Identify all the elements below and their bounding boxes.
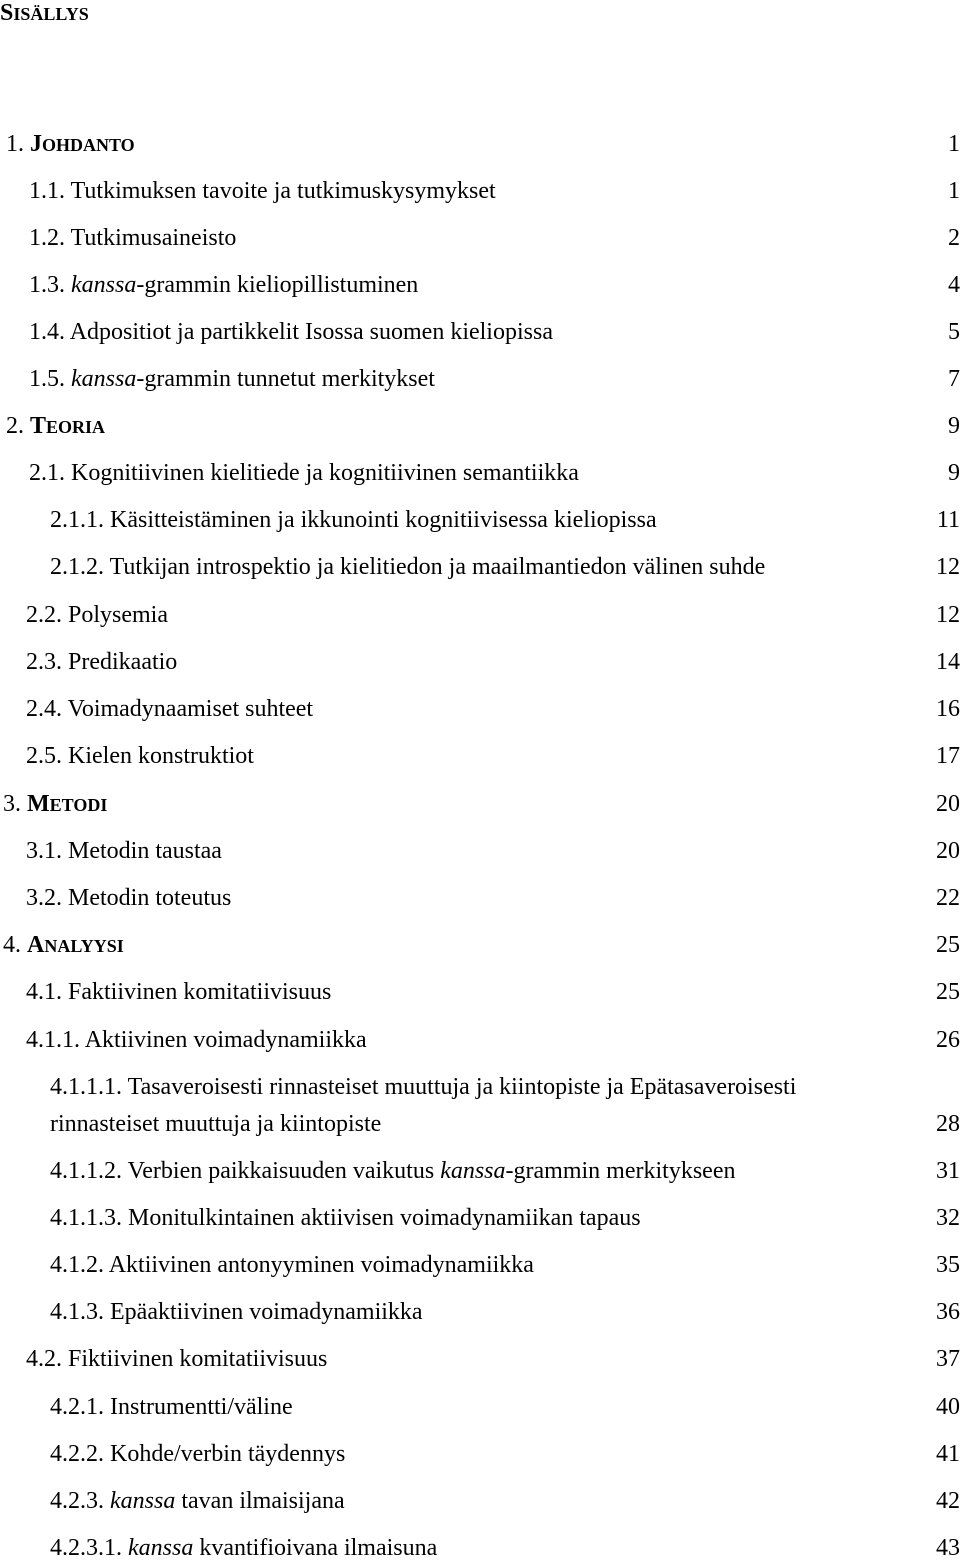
toc-entry-number: 1.1.: [29, 178, 65, 204]
toc-entry-title-rest: -grammin kieliopillistuminen: [136, 272, 419, 298]
toc-entry-title-initial: A: [27, 932, 45, 958]
toc-entry-title: Aktiivinen voimadynamiikka: [84, 1027, 367, 1053]
toc-entry-title-italic: kanssa: [440, 1158, 506, 1184]
toc-entry-page: 5: [948, 319, 960, 345]
toc-entry-number: 4.1.3.: [50, 1299, 104, 1325]
toc-entry-number: 4.2.: [26, 1346, 62, 1372]
toc-entry-title: Epäaktiivinen voimadynamiikka: [110, 1299, 423, 1325]
toc-entry-number: 4.1.2.: [50, 1252, 104, 1278]
toc-entry-number: 4.1.1.: [26, 1027, 80, 1053]
toc-entry-title: Fiktiivinen komitatiivisuus: [68, 1346, 328, 1372]
toc-entry-page: 9: [948, 413, 960, 439]
toc-entry-title-italic: kanssa: [71, 366, 137, 392]
toc-entry-number: 3.2.: [26, 885, 62, 911]
toc-entry-title-rest: -grammin merkitykseen: [505, 1158, 736, 1184]
toc-entry-page: 28: [936, 1111, 960, 1137]
toc-entry-page: 1: [948, 131, 960, 157]
toc-entry-number: 4.1.1.3.: [50, 1205, 122, 1231]
document-title: [0, 0, 89, 28]
toc-entry-title-initial: J: [30, 131, 42, 157]
toc-entry-page: 4: [948, 272, 960, 298]
toc-entry-page: 7: [948, 366, 960, 392]
toc-entry-title: Monitulkintainen aktiivisen voimadynamiikan tapaus: [128, 1205, 641, 1231]
toc-entry-page: 25: [936, 979, 960, 1005]
toc-entry-title: Instrumentti/väline: [110, 1394, 293, 1420]
toc-entry-number: 1.4.: [29, 319, 65, 345]
toc-entry-page: 31: [936, 1158, 960, 1184]
toc-entry-page: 20: [936, 791, 960, 817]
toc-entry-page: 43: [936, 1535, 960, 1561]
toc-entry-title: Tutkimuksen tavoite ja tutkimuskysymykset: [70, 178, 496, 204]
toc-entry-title: Käsitteistäminen ja ikkunointi kognitiivisessa kieliopissa: [110, 507, 657, 533]
toc-entry-number: 4.1.: [26, 979, 62, 1005]
toc-entry-number: 2.1.1.: [50, 507, 104, 533]
toc-entry-number: 2.4.: [26, 696, 62, 722]
toc-entry-number: 3.1.: [26, 838, 62, 864]
toc-entry-page: 11: [936, 507, 960, 533]
toc-entry-number: 2.5.: [26, 743, 62, 769]
toc-entry-page: 37: [936, 1346, 960, 1372]
toc-entry-number: 2.1.: [29, 460, 65, 486]
toc-entry-4-1-1-1[interactable]: [0, 1072, 960, 1152]
toc-entry-title-rest: EORIA: [46, 417, 106, 437]
toc-entry-number: 4.2.1.: [50, 1394, 104, 1420]
toc-entry-title-italic: kanssa: [110, 1488, 176, 1514]
toc-entry-page: 32: [936, 1205, 960, 1231]
toc-entry-title: Tutkimusaineisto: [70, 225, 237, 251]
toc-entry-page: 35: [936, 1252, 960, 1278]
document-title-rest: ISÄLLYS: [13, 4, 89, 24]
toc-entry-page: 22: [936, 885, 960, 911]
toc-entry-title: Predikaatio: [68, 649, 178, 675]
toc-entry-page: 9: [948, 460, 960, 486]
toc-entry-number: 1.3.: [29, 272, 65, 298]
toc-entry-title: Metodin toteutus: [68, 885, 232, 911]
toc-entry-title-rest: OHDANTO: [42, 135, 135, 155]
toc-entry-title-rest: kvantifioivana ilmaisuna: [193, 1535, 438, 1561]
toc-entry-page: 40: [936, 1394, 960, 1420]
toc-entry-title: Aktiivinen antonyyminen voimadynamiikka: [108, 1252, 534, 1278]
toc-entry-page: 12: [936, 602, 960, 628]
toc-entry-title: Faktiivinen komitatiivisuus: [68, 979, 332, 1005]
toc-entry-page: 2: [948, 225, 960, 251]
toc-entry-page: 20: [936, 838, 960, 864]
toc-entry-title-italic: kanssa: [71, 272, 137, 298]
toc-entry-title: Metodin taustaa: [68, 838, 222, 864]
toc-entry-page: 1: [948, 178, 960, 204]
toc-entry-number: 1.2.: [29, 225, 65, 251]
toc-entry-number: 2.3.: [26, 649, 62, 675]
toc-entry-number: 4.1.1.2.: [50, 1158, 122, 1184]
toc-entry-page: 25: [936, 932, 960, 958]
toc-entry-page: 42: [936, 1488, 960, 1514]
toc-entry-page: 41: [936, 1441, 960, 1467]
toc-entry-number: 4.1.1.1.: [50, 1074, 122, 1100]
toc-entry-page: 17: [936, 743, 960, 769]
toc-entry-title-initial: T: [30, 413, 47, 439]
toc-entry-page: 26: [936, 1027, 960, 1053]
toc-entry-title: Kognitiivinen kielitiede ja kognitiivinen semantiikka: [71, 460, 579, 486]
toc-entry-number: 4.: [3, 932, 21, 958]
toc-entry-page: 12: [936, 554, 960, 580]
toc-entry-number: 1.5.: [29, 366, 65, 392]
toc-entry-title: Kohde/verbin täydennys: [110, 1441, 346, 1467]
toc-entry-number: 4.2.3.1.: [50, 1535, 122, 1561]
toc-entry-title-rest: ETODI: [49, 795, 108, 815]
toc-entry-number: 4.2.3.: [50, 1488, 104, 1514]
toc-entry-title: Kielen konstruktiot: [68, 743, 254, 769]
toc-entry-title: Adpositiot ja partikkelit Isossa suomen kieliopissa: [69, 319, 553, 345]
toc-entry-number: 2.: [6, 413, 24, 439]
toc-entry-number: 2.2.: [26, 602, 62, 628]
toc-entry-title: Voimadynaamiset suhteet: [67, 696, 314, 722]
document-title-initial: S: [0, 0, 14, 26]
toc-entry-title: Tasaveroisesti rinnasteiset muuttuja ja kiintopiste ja Epätasaveroisesti: [127, 1074, 797, 1100]
toc-entry-title-initial: M: [27, 791, 50, 817]
toc-entry-page: 36: [936, 1299, 960, 1325]
toc-entry-number: 1.: [6, 131, 24, 157]
toc-entry-number: 4.2.2.: [50, 1441, 104, 1467]
toc-entry-title-line2: rinnasteiset muuttuja ja kiintopiste: [50, 1111, 382, 1137]
toc-entry-title-rest: -grammin tunnetut merkitykset: [136, 366, 435, 392]
toc-entry-number: 3.: [3, 791, 21, 817]
toc-entry-title-rest: NALYYSI: [44, 936, 124, 956]
toc-entry-title-italic: kanssa: [128, 1535, 194, 1561]
toc-entry-title-pre: Verbien paikkaisuuden vaikutus: [127, 1158, 441, 1184]
toc-entry-title: Polysemia: [68, 602, 168, 628]
toc-entry-title-rest: tavan ilmaisijana: [175, 1488, 345, 1514]
toc-entry-number: 2.1.2.: [50, 554, 104, 580]
toc-entry-page: 16: [936, 696, 960, 722]
toc-entry-title: Tutkijan introspektio ja kielitiedon ja maailmantiedon välinen suhde: [109, 554, 766, 580]
toc-entry-page: 14: [936, 649, 960, 675]
